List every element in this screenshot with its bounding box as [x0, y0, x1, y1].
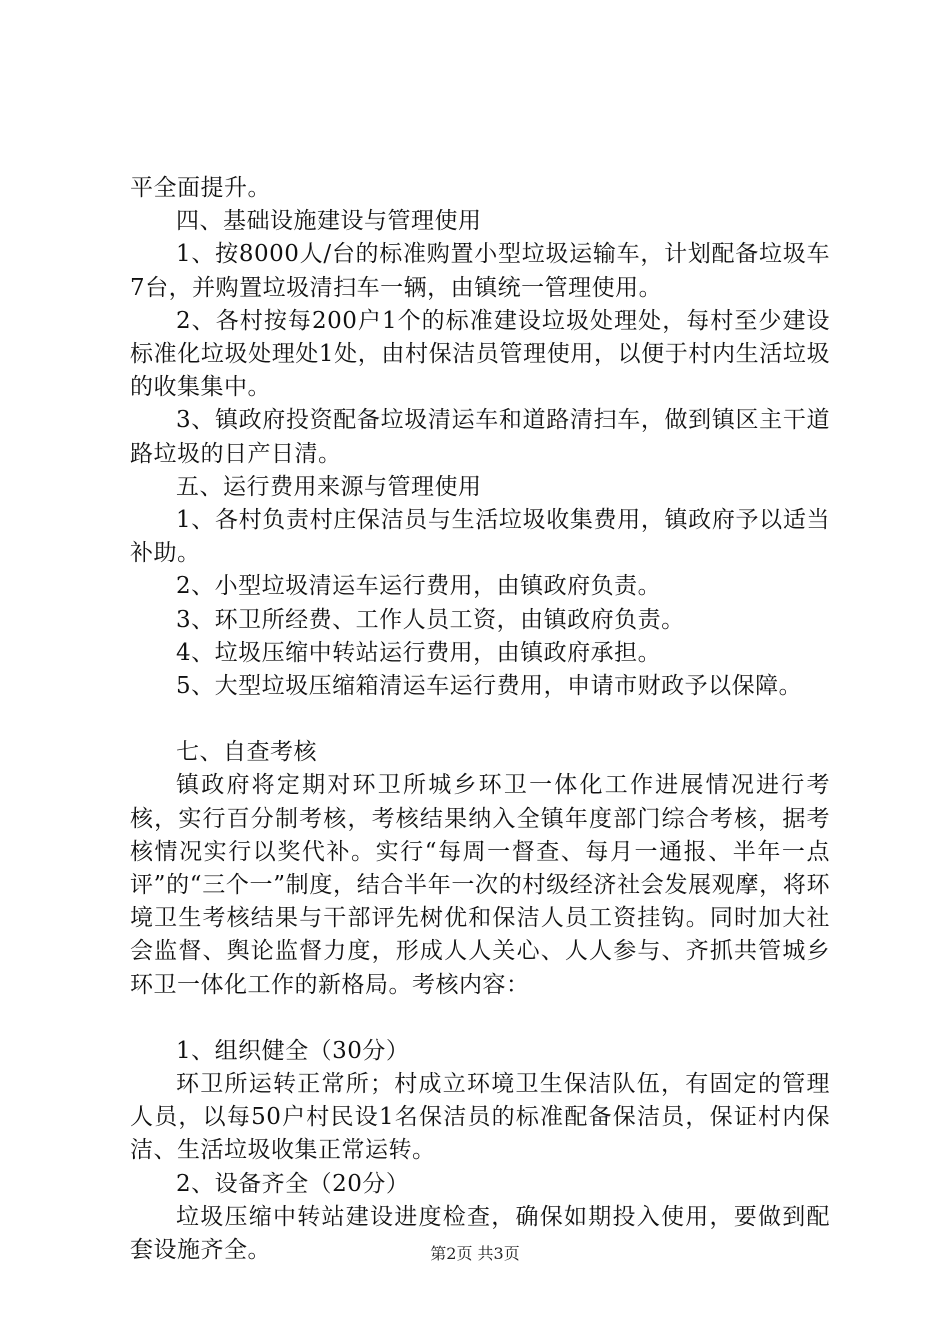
paragraph-item: 1、各村负责村庄保洁员与生活垃圾收集费用，镇政府予以适当补助。: [130, 507, 830, 567]
paragraph-item: 3、镇政府投资配备垃圾清运车和道路清扫车，做到镇区主干道路垃圾的日产日清。: [130, 407, 830, 467]
subheading-organization: 1、组织健全（30分）: [176, 1037, 410, 1064]
paragraph-body: 垃圾压缩中转站建设进度检查，确保如期投入使用，要做到配套设施齐全。: [130, 1203, 830, 1264]
paragraph-body: 镇政府将定期对环卫所城乡环卫一体化工作进展情况进行考核，实行百分制考核，考核结果纳入全镇年度部门综合考核，据考核情况实行以奖代补。实行“每周一督查、每月一通报、半年一点评”的“三个一”制度，结合半年一次的村级经济社会发展观摩，将环境卫生考核结果与干部评先树优和保洁人员工资挂钩。同时加大社会监督、舆论监督力度，形成人人关心、人人参与、齐抓共管城乡环卫一体化工作的新格局。考核内容：: [130, 772, 830, 998]
section-heading-operating-costs: 五、运行费用来源与管理使用: [176, 473, 482, 500]
paragraph-body: 环卫所运转正常所；村成立环境卫生保洁队伍，有固定的管理人员，以每50户村民设1名保洁员的标准配备保洁员，保证村内保洁、生活垃圾收集正常运转。: [130, 1071, 830, 1164]
page-footer: 第2页 共3页: [430, 1244, 520, 1263]
paragraph-item: 2、各村按每200户1个的标准建设垃圾处理处，每村至少建设标准化垃圾处理处1处，由村保洁员管理使用，以便于村内生活垃圾的收集集中。: [130, 307, 830, 401]
section-heading-self-assessment: 七、自查考核: [176, 739, 317, 766]
paragraph-item: 3、环卫所经费、工作人员工资，由镇政府负责。: [176, 606, 685, 633]
paragraph-item: 1、按8000人/台的标准购置小型垃圾运输车，计划配备垃圾车7台，并购置垃圾清扫车一辆，由镇统一管理使用。: [130, 241, 830, 301]
subheading-equipment: 2、设备齐全（20分）: [176, 1170, 410, 1197]
section-heading-infrastructure: 四、基础设施建设与管理使用: [176, 208, 482, 235]
paragraph-continuation: 平全面提升。: [130, 175, 271, 201]
paragraph-item: 4、垃圾压缩中转站运行费用，由镇政府承担。: [176, 639, 662, 666]
paragraph-item: 5、大型垃圾压缩箱清运车运行费用，申请市财政予以保障。: [176, 673, 803, 700]
paragraph-item: 2、小型垃圾清运车运行费用，由镇政府负责。: [176, 573, 662, 600]
document-body: [130, 172, 830, 1267]
